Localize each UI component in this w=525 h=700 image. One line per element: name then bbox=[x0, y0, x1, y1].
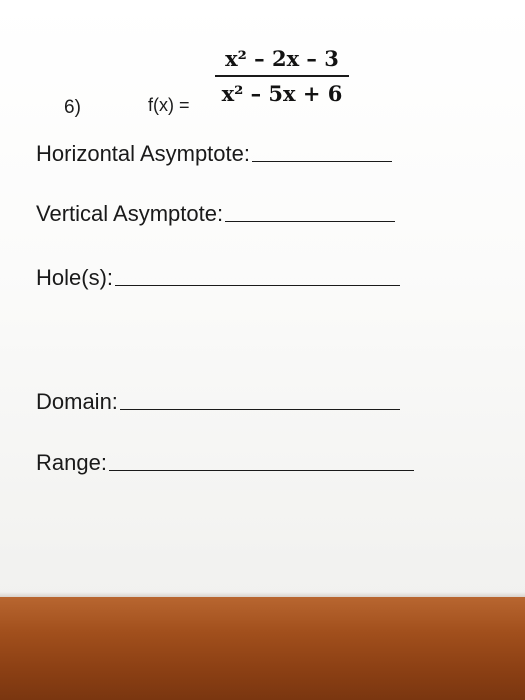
vertical-asymptote-answer-line[interactable] bbox=[225, 221, 395, 222]
range-answer-line[interactable] bbox=[109, 470, 414, 471]
denominator-expression: x² – 5x + 6 bbox=[221, 81, 343, 106]
domain-row bbox=[36, 389, 400, 415]
range-row bbox=[36, 450, 414, 476]
problem-number: 6) bbox=[64, 97, 81, 118]
holes-row bbox=[36, 265, 400, 291]
fraction-bar bbox=[215, 75, 349, 77]
numerator-expression: x² – 2x – 3 bbox=[225, 46, 339, 71]
rational-function-fraction bbox=[212, 46, 352, 106]
horizontal-asymptote-label: Horizontal Asymptote: bbox=[36, 141, 250, 166]
domain-answer-line[interactable] bbox=[120, 409, 400, 410]
vertical-asymptote-label: Vertical Asymptote: bbox=[36, 201, 224, 226]
range-label: Range: bbox=[36, 450, 107, 475]
holes-answer-line[interactable] bbox=[115, 285, 400, 286]
domain-label: Domain: bbox=[36, 389, 118, 414]
function-label: f(x) = bbox=[148, 95, 190, 115]
vertical-asymptote-row bbox=[36, 201, 395, 227]
horizontal-asymptote-answer-line[interactable] bbox=[252, 161, 392, 162]
horizontal-asymptote-row bbox=[36, 141, 392, 167]
holes-label: Hole(s): bbox=[36, 265, 114, 290]
wooden-table-surface bbox=[0, 597, 525, 700]
